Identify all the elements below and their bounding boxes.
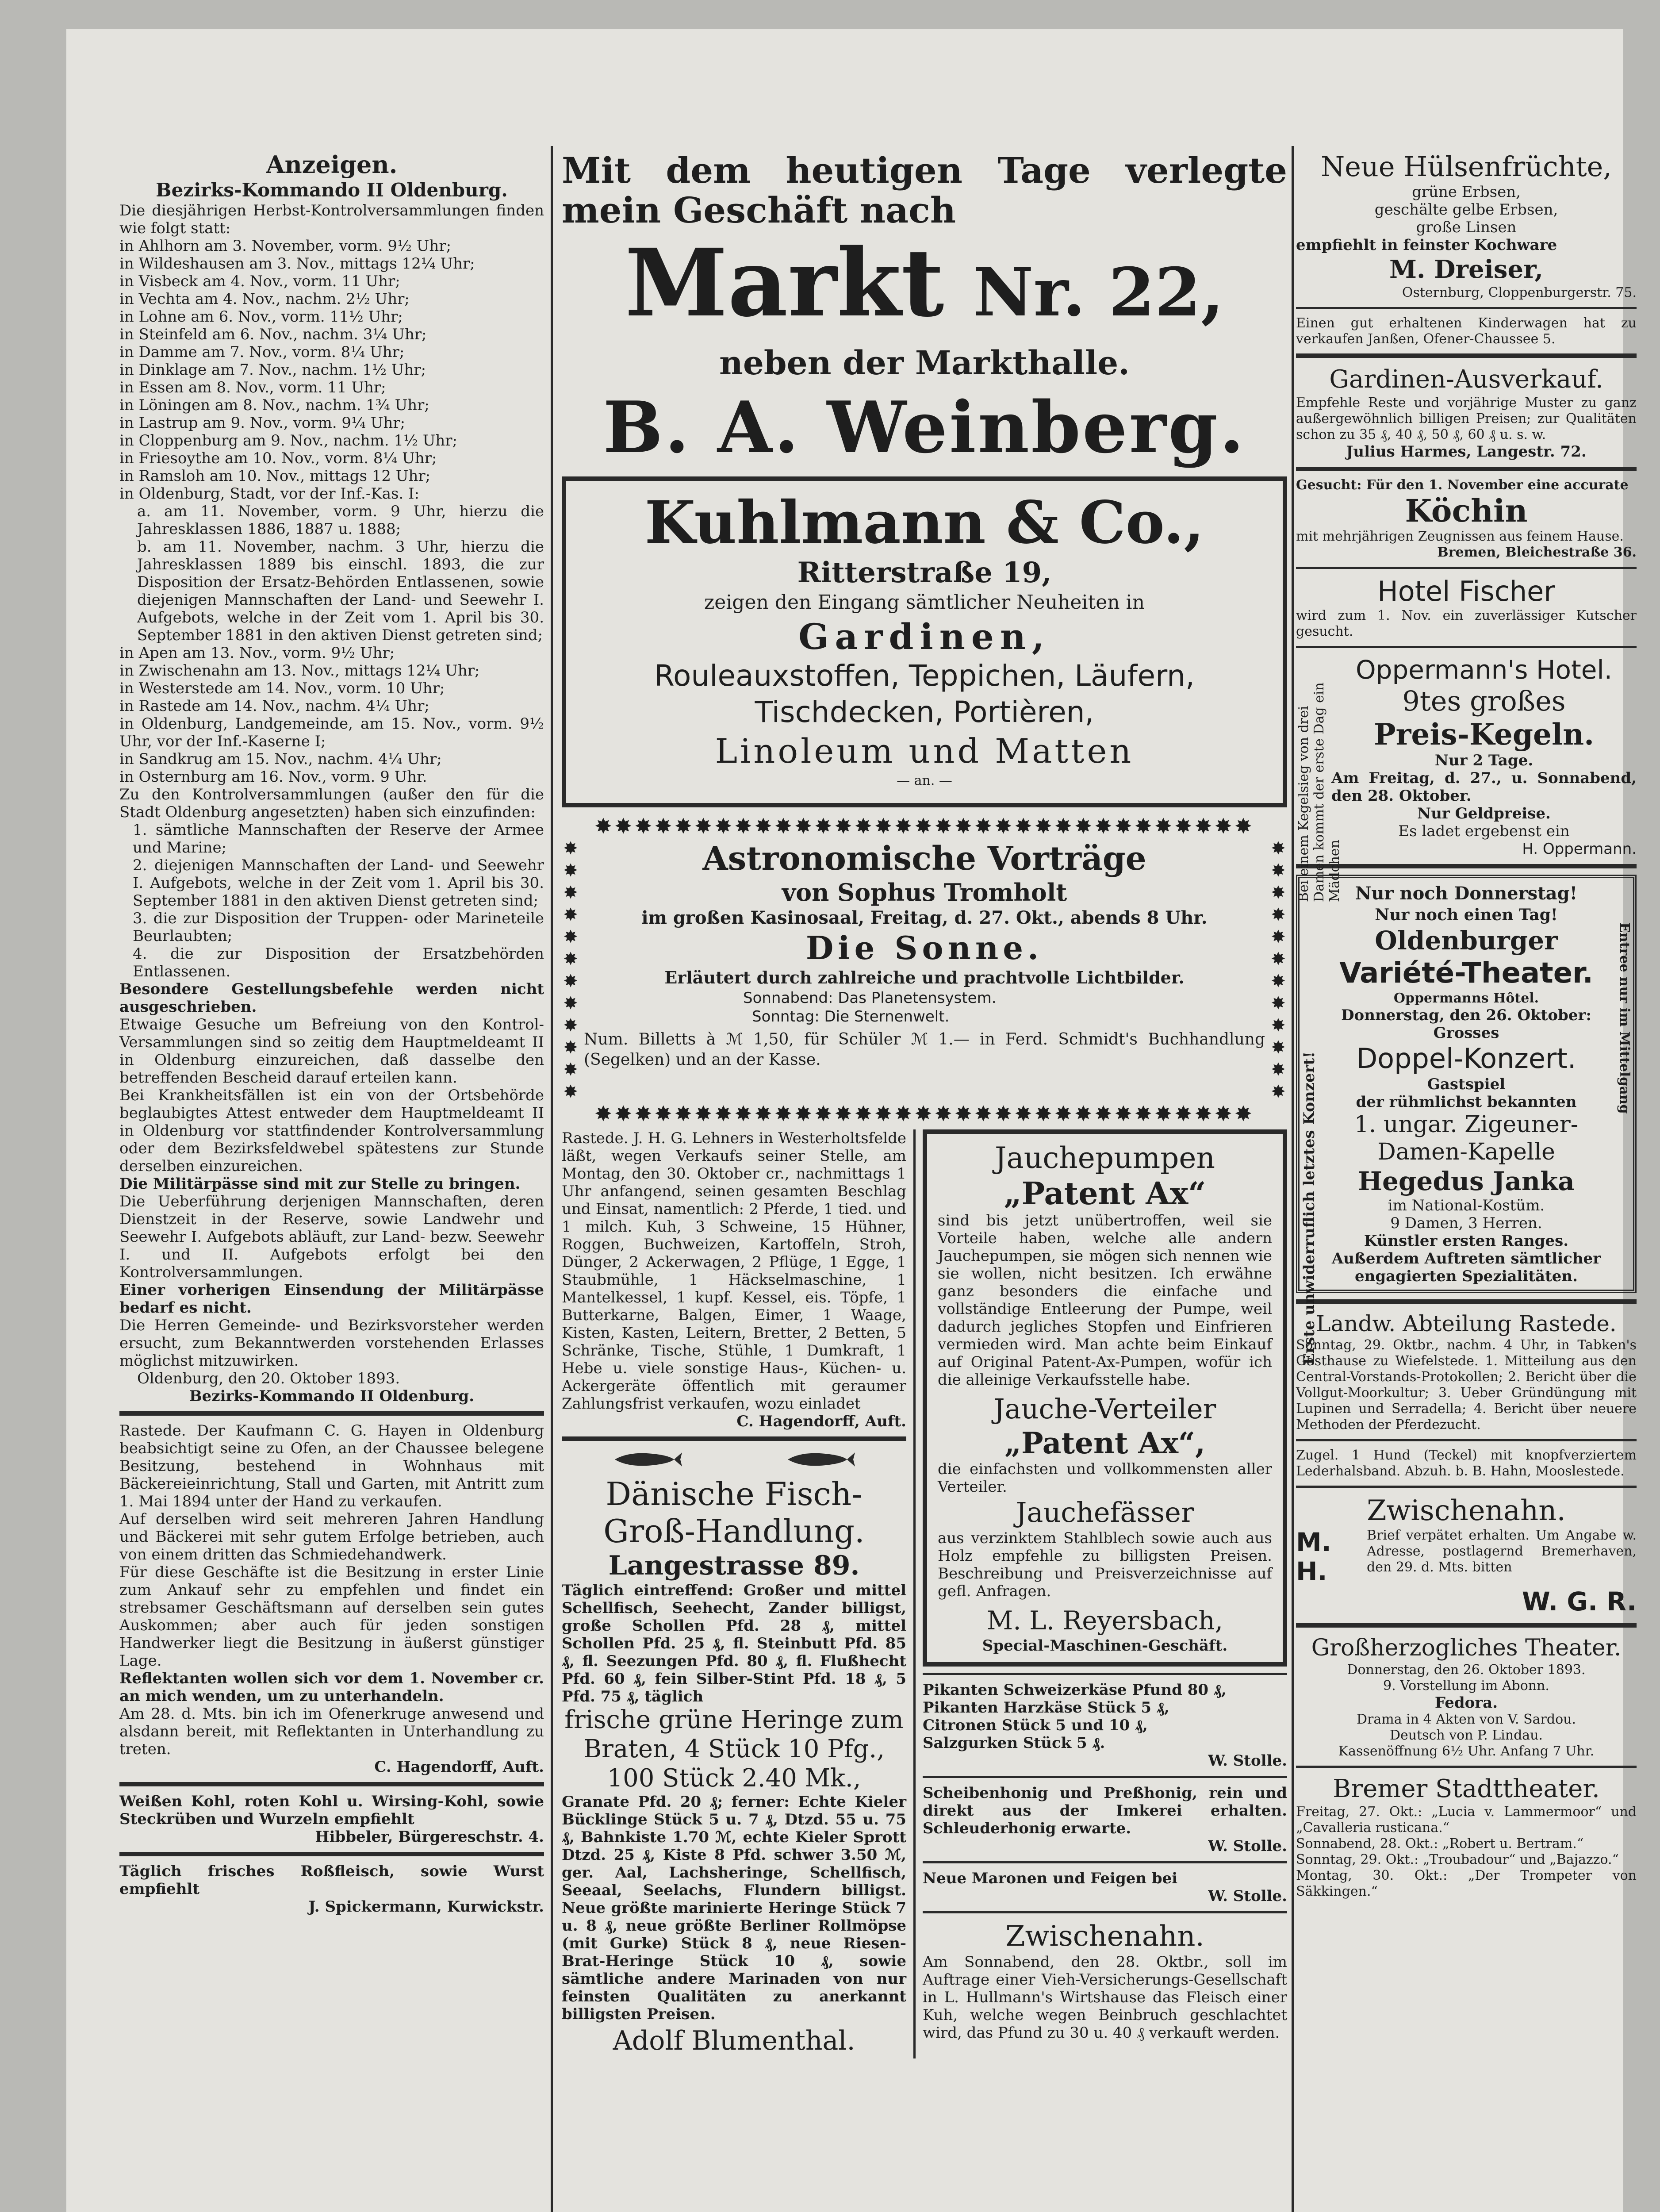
variete-title: Variété-Theater. (1339, 957, 1593, 990)
schedule-row: in Löningen am 8. Nov., nachm. 1¾ Uhr; (119, 396, 429, 414)
fish-icon (785, 1450, 856, 1469)
column-middle (562, 150, 1287, 2058)
divider (1296, 646, 1637, 648)
theater-title: Großherzogliches Theater. (1311, 1635, 1622, 1661)
star-border: ✸ ✸ ✸ ✸ ✸ ✸ ✸ ✸ ✸ ✸ ✸ ✸ (1271, 838, 1286, 1102)
stolle-line: Pikanten Harzkäse Stück 5 ₰, (923, 1699, 1169, 1717)
huelsen-line: große Linsen (1416, 219, 1517, 236)
jauche-text: sind bis jetzt unübertroffen, weil sie Vorteile haben, welche alle andern Jauchepumpen, sie mögen sich nennen wie sie wollen, nicht besitzen. Ich erwähne ganz besonders die einfache und vollständige Entleerung der Pumpe, weil dadurch jegliches Stopfen und Einfrieren vermieden wird. Man achte beim Einkauf auf Original Patent-Ax-Pumpen, wofür ich die alleinige Verkaufsstelle habe. (938, 1212, 1272, 1389)
kuhlmann-line2: Rouleauxstoffen, Teppichen, Läufern, Tischdecken, Portièren, (654, 659, 1195, 729)
theater-stueck: Fedora. (1434, 1694, 1498, 1712)
variete-hegedus: Hegedus Janka (1358, 1166, 1575, 1196)
zwisch2-title: Zwischenahn. (1367, 1494, 1566, 1527)
bezirk-para: Etwaige Gesuche um Befreiung von den Kontrol-Versammlungen sind so zeitig dem Hauptmeldeamt II in Oldenburg einzureichen, daß dasselbe den betreffenden Bescheid darauf erteilen kann. (119, 1016, 544, 1087)
kuhlmann-name: Kuhlmann & Co., (644, 488, 1204, 557)
schedule-row: in Oldenburg, Landgemeinde, am 15. Nov., vorm. 9½ Uhr, vor der Inf.-Kaserne I; (119, 715, 544, 750)
divider (1296, 1623, 1637, 1628)
divider (1296, 1486, 1637, 1488)
variete-beruehmt: der rühmlichst bekannten (1356, 1093, 1577, 1111)
schedule-row: in Cloppenburg am 9. Nov., nachm. 1½ Uhr; (119, 432, 457, 449)
column-rule-left (551, 146, 553, 2212)
fischer-title: Hotel Fischer (1377, 575, 1555, 607)
schedule-row: in Osternburg am 16. Nov., vorm. 9 Uhr. (119, 768, 427, 786)
astro-when: im großen Kasinosaal, Freitag, d. 27. Okt., abends 8 Uhr. (641, 907, 1208, 928)
kuhlmann-line3: Linoleum und Matten (715, 731, 1134, 771)
astro-sat-label: Sonnabend: (743, 989, 833, 1007)
kuhlmann-street: Ritterstraße 19, (797, 556, 1052, 589)
oppermann-signature: H. Oppermann. (1522, 840, 1637, 858)
bezirk-para: Einer vorherigen Einsendung der Militärpässe bedarf es nicht. (119, 1281, 544, 1317)
theater-vorst: 9. Vorstellung im Abonn. (1383, 1678, 1549, 1694)
oppermann-ladet: Es ladet ergebenst ein (1398, 822, 1570, 840)
fish-icon (612, 1450, 683, 1469)
theater-date: Donnerstag, den 26. Oktober 1893. (1347, 1662, 1586, 1678)
astro-sun: Die Sternenwelt. (824, 1008, 950, 1025)
section-heading: Anzeigen. (266, 150, 398, 179)
jauche-title: Jauchepumpen (995, 1141, 1215, 1175)
kuhlmann-an: — an. — (897, 773, 952, 788)
fisch-text2: Granate Pfd. 20 ₰; ferner: Echte Kieler Bücklinge Stück 5 u. 7 ₰, Dtzd. 55 u. 75 ₰, Bahnkiste 1.70 ℳ, echte Kieler Sprott Dtzd. 25 ₰, Kiste 8 Pfd. schwer 3.50 ℳ, ger. Aal, Lachsheringe, Schellfisch, Seeaal, Seelachs, Flundern billigst. Neue größte marinierte Heringe Stück 7 u. 8 ₰, neue größte Berliner Rollmöpse (mit Gurke) Stück 8 ₰, neue Riesen-Brat-Heringe Stück 10 ₰, sowie sämtliche andere Marinaden von nur feinsten Qualitäten zu anerkannt billigsten Preisen. (562, 1793, 906, 2023)
koechin-addr: Bremen, Bleichestraße 36. (1437, 545, 1637, 560)
oppermann-geld: Nur Geldpreise. (1417, 805, 1551, 822)
gardinen-signature: Julius Harmes, Langestr. 72. (1346, 443, 1587, 461)
rastede-text: Rastede. Der Kaufmann C. G. Hayen in Oldenburg beabsichtigt seine zu Ofen, an der Chaussee belegene Besitzung, bestehend in Wohnhaus mit Bäckereieinrichtung, Stall und Garten, mit Antritt zum 1. Mai 1894 unter der Hand zu verkaufen. (119, 1422, 544, 1510)
astro-tickets: Num. Billetts à ℳ 1,50, für Schüler ℳ 1.— in Ferd. Schmidt's Buchhandlung (Segelken) und an der Kasse. (584, 1030, 1265, 1069)
huelsen-title: Neue Hülsenfrüchte, (1320, 150, 1612, 183)
weinberg-neben: neben der Markthalle. (719, 344, 1130, 382)
weinberg-markt: Markt (625, 228, 944, 338)
bezirk-date: Oldenburg, den 20. Oktober 1893. (137, 1370, 400, 1387)
honig-signature: W. Stolle. (1208, 1837, 1287, 1855)
star-border: ✸✸✸✸✸✸✸✸✸✸✸✸✸✸✸✸✸✸✸✸✸✸✸✸✸✸✸✸✸✸✸✸✸ (594, 815, 1255, 837)
list-item: 2. diejenigen Mannschaften der Land- und Seewehr I. Aufgebots, welche in der Zeit vom 1. April bis 30. September 1881 in den aktiven Dienst getreten sind; (133, 856, 544, 910)
jauche-text2: die einfachsten und vollkommensten aller Verteiler. (938, 1460, 1272, 1496)
divider (923, 1673, 1287, 1675)
variete-grosses: Grosses (1433, 1024, 1499, 1042)
schedule-row: in Sandkrug am 15. Nov., nachm. 4¼ Uhr; (119, 750, 442, 768)
honig-text: Scheibenhonig und Preßhonig, rein und direkt aus der Imkerei erhalten. Schleuderhonig erwarte. (923, 1784, 1287, 1837)
fischer-text: wird zum 1. Nov. ein zuverlässiger Kutscher gesucht. (1296, 608, 1637, 639)
variete-kuenstler: Künstler ersten Ranges. (1364, 1232, 1569, 1250)
jauche-patent2: „Patent Ax“, (1004, 1426, 1205, 1460)
huelsen-line: grüne Erbsen, (1412, 183, 1521, 201)
lehners-text: Rastede. J. H. G. Lehners in Westerholtsfelde läßt, wegen Verkaufs seiner Stelle, am Montag, den 30. Oktober cr., nachmittags 1 Uhr anfangend, seinen gesamten Beschlag und Einsat, namentlich: 2 Pferde, 1 tied. und 1 milch. Kuh, 3 Schweine, 15 Hühner, Roggen, Buchweizen, Kartoffeln, Stroh, Dünger, 2 Ackerwagen, 2 Pflüge, 1 Egge, 1 Staubmühle, 1 Häckselmaschine, 1 Mantelkessel, 1 kupf. Kessel, eis. Töpfe, 1 Butterkarne, Balgen, Eimer, 1 Waage, Kisten, Kasten, Leitern, Bretter, 2 Betten, 5 Schränke, Tische, Stühle, 1 Dumkraft, 1 Hebe u. viele sonstige Haus-, Küchen- u. Ackergeräte öffentlich mit geraumer Zahlungsfrist verkaufen, wozu einladet (562, 1129, 906, 1413)
divider (1296, 1766, 1637, 1768)
weinberg-line2: mein Geschäft nach (562, 189, 956, 231)
koechin-title: Köchin (1405, 492, 1528, 529)
jauche-text3: aus verzinktem Stahlblech sowie auch aus Holz empfehle zu billigsten Preisen. Beschreibung und Preisverzeichnisse auf gefl. Anfragen. (938, 1529, 1272, 1600)
bezirk-para: Bei Krankheitsfällen ist ein von der Ortsbehörde beglaubigtes Attest entweder dem Hauptmeldeamt II in Oldenburg vor stattfindender Kontrolversammlung oder dem Bezirksfeldwebel spätestens zur Stunde derselben einzureichen. (119, 1087, 544, 1175)
variete-vertical-right: Entree nur im Mittelgang (1617, 922, 1632, 1114)
variete-hotel: Oppermanns Hôtel. (1393, 991, 1539, 1006)
jauche-signature: M. L. Reyersbach, (986, 1605, 1223, 1636)
kuhlmann-gardinen: Gardinen, (798, 616, 1050, 657)
koechin-text: mit mehrjährigen Zeugnissen aus feinem Hause. (1296, 529, 1624, 544)
landw-title: Landw. Abteilung Rastede. (1316, 1311, 1617, 1336)
stolle-line: Salzgurken Stück 5 ₰. (923, 1734, 1105, 1752)
divider (1296, 1299, 1637, 1304)
schedule-row: in Wildeshausen am 3. Nov., mittags 12¼ Uhr; (119, 255, 475, 273)
schedule-row: in Dinklage am 7. Nov., nachm. 1½ Uhr; (119, 361, 426, 379)
stolle-signature: W. Stolle. (1208, 1752, 1287, 1770)
kohl-text: Weißen Kohl, roten Kohl u. Wirsing-Kohl, sowie Steckrüben und Wurzeln empfiehlt (119, 1793, 544, 1828)
astro-explain: Erläutert durch zahlreiche und prachtvolle Lichtbilder. (664, 968, 1185, 987)
astro-ad (562, 815, 1287, 1125)
divider (923, 1861, 1287, 1863)
bremen-line: Montag, 30. Okt.: „Der Trompeter von Säkkingen.“ (1296, 1868, 1637, 1899)
variete-ungar: 1. ungar. Zigeuner-Damen-Kapelle (1354, 1111, 1579, 1165)
column-rule-right (1292, 146, 1294, 2212)
variete-damen: 9 Damen, 3 Herren. (1390, 1214, 1542, 1232)
fleisch-signature: J. Spickermann, Kurwickstr. (308, 1898, 544, 1916)
subcolumn-right (916, 1129, 1287, 2058)
variete-date: Donnerstag, den 26. Oktober: (1341, 1006, 1591, 1024)
schedule-row: in Lastrup am 9. Nov., vorm. 9¼ Uhr; (119, 414, 406, 432)
kohl-signature: Hibbeler, Bürgereschstr. 4. (315, 1828, 544, 1846)
bezirk-para: Die Militärpässe sind mit zur Stelle zu bringen. (119, 1175, 521, 1193)
variete-gast: Gastspiel (1427, 1075, 1506, 1093)
variete-kost: im National-Kostüm. (1388, 1197, 1545, 1214)
zwisch-title: Zwischenahn. (1005, 1920, 1204, 1953)
middle-subcolumns (562, 1129, 1287, 2058)
schedule-row: in Apen am 13. Nov., vorm. 9½ Uhr; (119, 644, 395, 662)
schedule-row: in Westerstede am 14. Nov., vorm. 10 Uhr; (119, 680, 445, 697)
schedule-row: in Essen am 8. Nov., vorm. 11 Uhr; (119, 379, 386, 396)
fleisch-text: Täglich frisches Roßfleisch, sowie Wurst empfiehlt (119, 1863, 544, 1898)
schedule-sub-a: a. am 11. November, vorm. 9 Uhr, hierzu die Jahresklassen 1886, 1887 u. 1888; (137, 503, 544, 538)
list-item: 1. sämtliche Mannschaften der Reserve der Armee und Marine; (133, 821, 544, 856)
maronen-text: Neue Maronen und Feigen bei (923, 1870, 1178, 1887)
subcolumn-left (562, 1129, 916, 2058)
maronen-signature: W. Stolle. (1208, 1887, 1287, 1905)
divider (1296, 467, 1637, 471)
oppermann-kegeln: Preis-Kegeln. (1373, 717, 1595, 752)
variete-l1: Nur noch Donnerstag! (1355, 883, 1578, 904)
huelsen-addr: Osternburg, Cloppenburgerstr. 75. (1402, 285, 1637, 300)
gardinen-title: Gardinen-Ausverkauf. (1329, 365, 1603, 394)
zwisch2-text: Brief verpätet erhalten. Um Angabe w. Adresse, postlagernd Bremerhaven, den 29. d. Mts. bitten (1367, 1528, 1637, 1575)
landw-text: Sonntag, 29. Oktbr., nachm. 4 Uhr, in Tabken's Gasthause zu Wiefelstede. 1. Mitteilung aus den Central-Vorstands-Protokollen; 2. Bericht über die Vollgut-Moorkultur; 3. Ueber Gründüngung mit Lupinen und Serradella; 4. Bericht über neuere Methoden der Pferdezucht. (1296, 1337, 1637, 1432)
stolle-ad (923, 1681, 1287, 1770)
theater-deutsch: Deutsch von P. Lindau. (1389, 1728, 1543, 1743)
divider (119, 1411, 544, 1416)
divider (923, 1776, 1287, 1778)
bezirk-schedule (119, 237, 544, 503)
star-border: ✸✸✸✸✸✸✸✸✸✸✸✸✸✸✸✸✸✸✸✸✸✸✸✸✸✸✸✸✸✸✸✸✸ (594, 1103, 1255, 1125)
hund-text: Zugel. 1 Hund (Teckel) mit knopfverziertem Lederhalsband. Abzuh. b. B. Hahn, Mooslestede. (1296, 1448, 1637, 1479)
schedule-row: in Rastede am 14. Nov., nachm. 4¼ Uhr; (119, 697, 429, 715)
huelsen-emp: empfiehlt in feinster Kochware (1296, 236, 1557, 254)
zwisch2-mh: M. H. (1296, 1527, 1331, 1586)
zwisch2-signature: W. G. R. (1522, 1586, 1637, 1617)
schedule-row: in Damme am 7. Nov., vorm. 8¼ Uhr; (119, 343, 405, 361)
oppermann-title: Oppermann's Hotel. (1355, 655, 1613, 685)
column-left (119, 150, 544, 1916)
jauche-verteiler: Jauche-Verteiler (993, 1393, 1216, 1425)
fisch-heringe: frische grüne Heringe zum Braten, 4 Stück 10 Pfg., 100 Stück 2.40 Mk., (564, 1705, 904, 1793)
rastede-text: Am 28. d. Mts. bin ich im Ofenerkruge anwesend und alsdann bereit, mit Reflektanten in Unterhandlung zu treten. (119, 1705, 544, 1758)
column-right (1296, 150, 1637, 1900)
divider (923, 1911, 1287, 1913)
zwisch-text: Am Sonnabend, den 28. Oktbr., soll im Auftrage einer Vieh-Versicherungs-Gesellschaft in L. Hullmann's Wirtshause das Fleisch einer Kuh, welche wegen Beinbruch geschlachtet wird, das Pfund zu 30 u. 40 ₰ verkauft werden. (923, 1953, 1287, 2042)
bezirk-title: Bezirks-Kommando II Oldenburg. (156, 179, 508, 201)
variete-ausser: Außerdem Auftreten sämtlicher engagierten Spezialitäten. (1331, 1250, 1601, 1285)
divider (1296, 1439, 1637, 1441)
bezirk-para: Die Ueberführung derjenigen Mannschaften, deren Dienstzeit in der Reserve, sowie Landwehr und Seewehr I. Aufgebots abläuft, zur Land- bezw. Seewehr I. und II. Aufgebots erfolgt bei den Kontrolversammlungen. (119, 1193, 544, 1281)
stolle-line: Pikanten Schweizerkäse Pfund 80 ₰, (923, 1681, 1227, 1699)
bezirk-signature: Bezirks-Kommando II Oldenburg. (189, 1387, 475, 1405)
divider (1296, 567, 1637, 569)
schedule-row: in Vechta am 4. Nov., nachm. 2½ Uhr; (119, 290, 410, 308)
bezirk-intro: Die diesjährigen Herbst-Kontrolversammlungen finden wie folgt statt: (119, 202, 544, 237)
variete-vertical-left: Erste unwiderruflich letztes Konzert! (1300, 1051, 1318, 1365)
schedule-sub-b: b. am 11. November, nachm. 3 Uhr, hierzu die Jahresklassen 1889 bis einschl. 1893, die zur Disposition der Ersatz-Behörden Entlassenen, sowie diejenigen Mannschaften der Land- und Seewehr I. Aufgebots, welche in der Zeit vom 1. April bis 30. September 1881 in den aktiven Dienst getreten sind; (137, 538, 544, 644)
fisch-signature: Adolf Blumenthal. (613, 2025, 855, 2056)
oppermann-vertical: Bei einem Kegelsieg von drei Damen kommt der erste Dag ein Mädchen (1296, 682, 1342, 902)
weinberg-number: Nr. 22, (973, 253, 1224, 331)
schedule-row: in Ramsloh am 10. Nov., mittags 12 Uhr; (119, 467, 431, 485)
bezirk-para: Die Herren Gemeinde- und Bezirksvorsteher werden ersucht, zum Bekanntwerden vorstehenden Erlasses möglichst mitzuwirken. (119, 1317, 544, 1370)
divider (119, 1852, 544, 1856)
bremen-line: Sonntag, 29. Okt.: „Troubadour“ und „Bajazzo.“ (1296, 1852, 1619, 1867)
huelsen-line: geschälte gelbe Erbsen, (1374, 201, 1558, 219)
bezirk-list (119, 821, 544, 980)
theater-kasse: Kassenöffnung 6½ Uhr. Anfang 7 Uhr. (1338, 1743, 1595, 1759)
stolle-line: Citronen Stück 5 und 10 ₰, (923, 1717, 1148, 1734)
lehners-signature: C. Hagendorff, Auft. (736, 1413, 906, 1430)
oppermann-line1: 9tes großes (1402, 685, 1566, 717)
bezirk-para: Zu den Kontrolversammlungen (außer den für die Stadt Oldenburg angesetzten) haben sich einzufinden: (119, 786, 544, 821)
variete-konzert: Doppel-Konzert. (1356, 1042, 1576, 1075)
oppermann-tage: Nur 2 Tage. (1434, 752, 1533, 769)
jauche-ad (923, 1129, 1287, 1667)
rastede-signature: C. Hagendorff, Auft. (374, 1758, 544, 1776)
jauche-faesser: Jauchefässer (1016, 1496, 1194, 1528)
divider (119, 1782, 544, 1786)
variete-olden: Oldenburger (1375, 926, 1558, 956)
kinderwagen-text: Einen gut erhaltenen Kinderwagen hat zu verkaufen Janßen, Ofener-Chaussee 5. (1296, 315, 1637, 347)
divider (1296, 864, 1637, 868)
schedule-row: in Visbeck am 4. Nov., vorm. 11 Uhr; (119, 273, 400, 290)
divider (1296, 307, 1637, 309)
schedule-row: in Oldenburg, Stadt, vor der Inf.-Kas. I: (119, 485, 419, 503)
star-border: ✸ ✸ ✸ ✸ ✸ ✸ ✸ ✸ ✸ ✸ ✸ ✸ (563, 838, 578, 1102)
rastede-text: Reflektanten wollen sich vor dem 1. November cr. an mich wenden, um zu unterhandeln. (119, 1670, 544, 1705)
rastede-text: Für diese Geschäfte ist die Besitzung in erster Linie zum Ankauf sehr zu empfehlen und findet ein strebsamer Geschäftsmann auf derselben sein gutes Auskommen; aber auch für jeden sonstigen Handwerker liegt die Besitzung in äußerst günstiger Lage. (119, 1563, 544, 1670)
kuhlmann-line1: zeigen den Eingang sämtlicher Neuheiten in (704, 591, 1145, 614)
astro-by: von Sophus Tromholt (782, 878, 1067, 906)
astro-title: Astronomische Vorträge (702, 840, 1146, 878)
fisch-ad (562, 1450, 906, 2058)
jauche-sub: Special-Maschinen-Geschäft. (982, 1637, 1228, 1655)
bremen-line: Freitag, 27. Okt.: „Lucia v. Lammermoor“ und „Cavalleria rusticana.“ (1296, 1804, 1637, 1836)
bremen-title: Bremer Stadttheater. (1333, 1774, 1600, 1803)
schedule-row: in Zwischenahn am 13. Nov., mittags 12¼ Uhr; (119, 662, 480, 680)
bezirk-para: Besondere Gestellungsbefehle werden nicht ausgeschrieben. (119, 980, 544, 1016)
theater-drama: Drama in 4 Akten von V. Sardou. (1357, 1712, 1576, 1727)
schedule-row: in Steinfeld am 6. Nov., nachm. 3¼ Uhr; (119, 326, 427, 343)
schedule-row: in Friesoythe am 10. Nov., vorm. 8¼ Uhr; (119, 449, 437, 467)
schedule-row: in Ahlhorn am 3. November, vorm. 9½ Uhr; (119, 237, 452, 255)
koechin-line: Gesucht: Für den 1. November eine accurate (1296, 477, 1629, 493)
schedule-row: in Lohne am 6. Nov., vorm. 11½ Uhr; (119, 308, 403, 326)
kuhlmann-ad (562, 476, 1287, 807)
weinberg-line1: Mit dem heutigen Tage verlegte (562, 150, 1287, 191)
weinberg-name: B. A. Weinberg. (603, 386, 1246, 469)
bezirk-schedule-2 (119, 644, 544, 786)
weinberg-ad (562, 150, 1287, 469)
astro-sat: Das Planetensystem. (838, 989, 997, 1007)
oppermann-when: Am Freitag, d. 27., u. Sonnabend, den 28. Oktober. (1331, 769, 1637, 805)
astro-topic: Die Sonne. (805, 929, 1043, 967)
bremen-line: Sonnabend, 28. Okt.: „Robert u. Bertram.“ (1296, 1836, 1584, 1851)
gardinen-text: Empfehle Reste und vorjährige Muster zu ganz außergewöhnlich billigen Preisen; zur Qualitäten schon zu 35 ₰, 40 ₰, 50 ₰, 60 ₰ u. s. w. (1296, 395, 1637, 442)
rastede-text: Auf derselben wird seit mehreren Jahren Handlung und Bäckerei mit sehr gutem Erfolge betrieben, auch von einem dritten das Schmiedehandwerk. (119, 1510, 544, 1563)
fisch-street: Langestrasse 89. (608, 1550, 860, 1581)
fisch-title: Dänische Fisch-Groß-Handlung. (603, 1475, 865, 1550)
fisch-text: Täglich eintreffend: Großer und mittel Schellfisch, Seehecht, Zander billigst, große Schollen Pfd. 28 ₰, mittel Schollen Pfd. 25 ₰, fl. Steinbutt Pfd. 85 ₰, fl. Seezungen Pfd. 80 ₰, fl. Flußhecht Pfd. 60 ₰, fein Silber-Stint Pfd. 18 ₰, 5 Pfd. 75 ₰, täglich (562, 1582, 906, 1705)
variete-l2: Nur noch einen Tag! (1375, 906, 1558, 924)
divider (562, 1436, 906, 1441)
jauche-patent: „Patent Ax“ (1004, 1175, 1206, 1212)
divider (1296, 353, 1637, 358)
list-item: 3. die zur Disposition der Truppen- oder Marineteile Beurlaubten; (133, 910, 544, 945)
list-item: 4. die zur Disposition der Ersatzbehörden Entlassenen. (133, 945, 544, 980)
astro-sun-label: Sonntag: (752, 1008, 820, 1025)
huelsen-name: M. Dreiser, (1389, 255, 1544, 284)
